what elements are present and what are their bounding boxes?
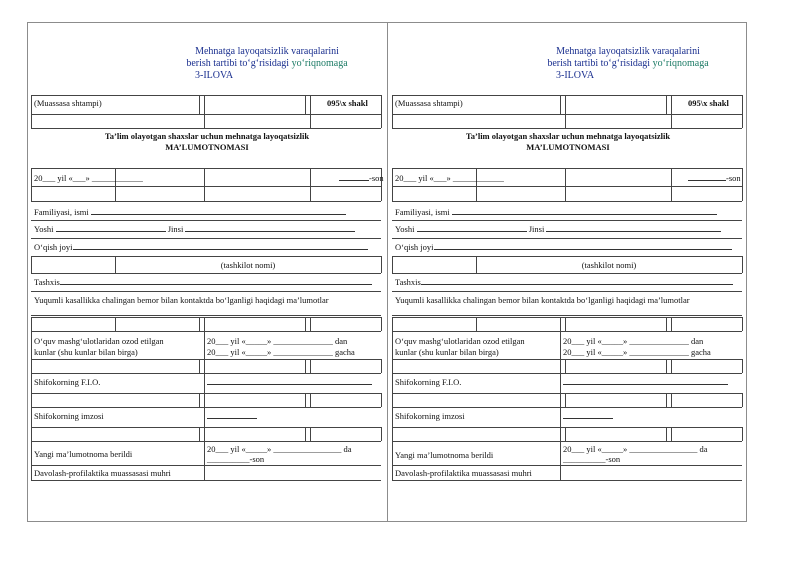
yangi-son: __________-son: [563, 454, 621, 464]
form-title1: Ta’lim olayotgan shaxslar uchun mehnatga layoqatsizlik: [104, 131, 310, 141]
ozod-line1: O‘quv mashg‘ulotlaridan ozod etilgan: [34, 336, 164, 346]
field-line: [34, 207, 346, 218]
table-rule: [381, 256, 382, 273]
yangi-son: __________-son: [207, 454, 265, 464]
table-rule: [31, 315, 381, 316]
table-rule: [31, 427, 381, 428]
field-line: [395, 242, 732, 253]
table-rule: [392, 359, 742, 360]
table-rule: [31, 95, 32, 114]
table-rule: [31, 317, 32, 331]
table-rule: [199, 95, 200, 114]
tashkilot-label: (tashkilot nomi): [220, 260, 276, 270]
table-rule: [31, 256, 32, 273]
table-rule: [392, 128, 742, 129]
table-rule: [392, 359, 393, 373]
header-line3: 3-ILOVA: [556, 70, 595, 81]
table-rule: [392, 427, 393, 441]
table-rule: [476, 317, 477, 331]
table-rule: [392, 465, 393, 480]
field-line: [563, 347, 711, 358]
table-rule: [392, 291, 742, 292]
date-line: 20___ yil «___» ____________: [34, 173, 143, 183]
table-rule: [31, 359, 32, 373]
table-rule: [392, 95, 742, 96]
table-rule: [392, 407, 393, 427]
table-rule: [392, 317, 393, 331]
yuqumli-label: Yuqumli kasallikka chalingan bemor bilan kontaktda bo‘lganligi haqidagi ma’lumotlar: [34, 295, 329, 305]
table-rule: [666, 317, 667, 331]
gacha-label: gacha: [690, 347, 711, 357]
table-rule: [31, 256, 381, 257]
table-rule: [204, 359, 205, 373]
table-rule: [31, 407, 32, 427]
table-rule: [392, 441, 742, 442]
table-rule: [310, 393, 311, 407]
table-rule: [742, 359, 743, 373]
table-rule: [31, 427, 32, 441]
table-rule: [31, 373, 381, 374]
field-line: [34, 242, 368, 253]
yangi-date: 20___ yil «_____» ________________: [563, 444, 698, 454]
table-rule: [310, 359, 311, 373]
table-rule: [204, 95, 205, 114]
table-rule: [204, 465, 205, 480]
table-rule: [31, 168, 32, 201]
form-title2: MA’LUMOTNOMASI: [526, 142, 610, 152]
table-rule: [305, 95, 306, 114]
table-rule: [31, 114, 381, 115]
dan-label: dan: [334, 336, 348, 346]
table-rule: [31, 393, 381, 394]
table-rule: [671, 359, 672, 373]
oqish-label: O‘qish joyi: [34, 242, 73, 252]
table-rule: [392, 114, 742, 115]
son-label: -son: [369, 173, 384, 183]
to-date: 20___ yil «_____» ______________: [563, 347, 689, 357]
table-rule: [742, 427, 743, 441]
jinsi-label: Jinsi: [528, 224, 545, 234]
jinsi-label: Jinsi: [167, 224, 184, 234]
form-right: [387, 22, 748, 522]
from-date: 20___ yil «_____» ______________: [563, 336, 689, 346]
table-rule: [392, 273, 742, 274]
da-label: da: [699, 444, 708, 454]
table-rule: [392, 393, 393, 407]
yoshi-label: Yoshi: [395, 224, 415, 234]
blank-fill-line: [563, 384, 728, 385]
table-rule: [31, 201, 381, 202]
familiya-label: Familiyasi, ismi: [395, 207, 450, 217]
header-line2a: berish tartibi to‘g‘risidagi: [186, 58, 290, 69]
blank-fill-line: [73, 249, 368, 250]
header-left: [177, 46, 357, 82]
table-rule: [392, 315, 742, 316]
field-line: [688, 173, 741, 184]
table-rule: [204, 373, 205, 393]
table-rule: [392, 480, 742, 481]
table-rule: [560, 393, 561, 407]
table-rule: [31, 480, 381, 481]
yangi-date: 20___ yil «_____» ________________: [207, 444, 342, 454]
field-line: [207, 347, 355, 358]
blank-fill-line: [546, 231, 721, 232]
table-rule: [392, 317, 742, 318]
field-line: [395, 277, 733, 288]
gacha-label: gacha: [334, 347, 355, 357]
table-rule: [115, 317, 116, 331]
table-rule: [666, 427, 667, 441]
table-rule: [31, 220, 381, 221]
table-rule: [560, 465, 561, 480]
table-rule: [381, 95, 382, 114]
table-rule: [31, 168, 381, 169]
da-label: da: [343, 444, 352, 454]
table-rule: [392, 407, 742, 408]
blank-fill-line: [91, 214, 346, 215]
dan-label: dan: [690, 336, 704, 346]
table-rule: [204, 407, 205, 427]
shakl-label: 095\x shakl: [327, 98, 368, 108]
from-date: 20___ yil «_____» ______________: [207, 336, 333, 346]
blank-fill-line: [452, 214, 717, 215]
blank-fill-line: [563, 418, 613, 419]
table-rule: [560, 427, 561, 441]
table-rule: [392, 373, 742, 374]
table-rule: [392, 331, 742, 332]
table-rule: [31, 291, 381, 292]
table-rule: [381, 114, 382, 128]
field-line: [34, 277, 372, 288]
field-line: [395, 224, 721, 235]
table-rule: [310, 114, 311, 128]
table-rule: [560, 441, 561, 465]
table-rule: [381, 393, 382, 407]
table-rule: [565, 359, 566, 373]
table-rule: [671, 427, 672, 441]
fio-label: Shifokorning F.I.O.: [395, 377, 462, 387]
ozod-line2: kunlar (shu kunlar bilan birga): [395, 347, 499, 357]
table-rule: [305, 393, 306, 407]
stamp-label: (Muassasa shtampi): [395, 98, 463, 108]
table-rule: [560, 359, 561, 373]
form-title1: Ta’lim olayotgan shaxslar uchun mehnatga layoqatsizlik: [465, 131, 671, 141]
blank-fill-line: [688, 180, 726, 181]
table-rule: [31, 238, 381, 239]
table-rule: [666, 95, 667, 114]
table-rule: [310, 427, 311, 441]
blank-fill-line: [185, 231, 355, 232]
table-rule: [31, 465, 32, 480]
field-line: [34, 224, 355, 235]
table-rule: [742, 317, 743, 331]
table-rule: [565, 114, 566, 128]
table-rule: [392, 427, 742, 428]
table-rule: [392, 256, 742, 257]
table-rule: [392, 393, 742, 394]
table-rule: [560, 407, 561, 427]
blank-fill-line: [60, 284, 372, 285]
header-line2b: yo‘riqnomaga: [291, 58, 348, 69]
imzo-label: Shifokorning imzosi: [34, 411, 104, 421]
table-rule: [666, 393, 667, 407]
table-rule: [305, 359, 306, 373]
header-line1: Mehnatga layoqatsizlik varaqalarini: [556, 46, 700, 57]
field-line: [563, 411, 613, 422]
muhr-label: Davolash-profilaktika muassasasi muhri: [34, 468, 171, 478]
table-rule: [392, 186, 742, 187]
table-rule: [560, 95, 561, 114]
table-rule: [31, 465, 381, 466]
date-line: 20___ yil «___» ____________: [395, 173, 504, 183]
table-rule: [381, 317, 382, 331]
shakl-label: 095\x shakl: [688, 98, 729, 108]
table-rule: [310, 317, 311, 331]
table-rule: [392, 373, 393, 393]
to-date: 20___ yil «_____» ______________: [207, 347, 333, 357]
blank-fill-line: [207, 384, 372, 385]
table-rule: [31, 273, 381, 274]
header-line2a: berish tartibi to‘g‘risidagi: [547, 58, 651, 69]
table-rule: [381, 427, 382, 441]
table-rule: [392, 168, 393, 201]
table-rule: [31, 331, 381, 332]
table-rule: [392, 238, 742, 239]
field-line: [207, 377, 372, 388]
table-rule: [204, 393, 205, 407]
form-title2: MA’LUMOTNOMASI: [165, 142, 249, 152]
table-rule: [565, 317, 566, 331]
table-rule: [671, 114, 672, 128]
blank-fill-line: [339, 180, 369, 181]
table-rule: [392, 201, 742, 202]
header-line3: 3-ILOVA: [195, 70, 234, 81]
header-line2b: yo‘riqnomaga: [652, 58, 709, 69]
table-rule: [305, 317, 306, 331]
table-rule: [204, 317, 205, 331]
yuqumli-label: Yuqumli kasallikka chalingan bemor bilan kontaktda bo‘lganligi haqidagi ma’lumotlar: [395, 295, 690, 305]
table-rule: [392, 331, 393, 359]
blank-fill-line: [207, 418, 257, 419]
form-left: [27, 22, 387, 522]
header-right: [538, 46, 718, 82]
table-rule: [199, 393, 200, 407]
table-rule: [310, 168, 311, 201]
table-rule: [742, 393, 743, 407]
table-rule: [392, 441, 393, 465]
table-rule: [742, 168, 743, 201]
table-rule: [199, 427, 200, 441]
blank-fill-line: [56, 231, 166, 232]
table-rule: [31, 359, 381, 360]
table-rule: [671, 317, 672, 331]
ozod-line2: kunlar (shu kunlar bilan birga): [34, 347, 138, 357]
blank-fill-line: [434, 249, 732, 250]
table-rule: [742, 256, 743, 273]
table-rule: [31, 114, 32, 128]
table-rule: [392, 256, 393, 273]
tashkilot-label: (tashkilot nomi): [581, 260, 637, 270]
table-rule: [392, 114, 393, 128]
table-rule: [204, 114, 205, 128]
table-rule: [565, 168, 566, 201]
table-rule: [31, 317, 381, 318]
table-rule: [671, 95, 672, 114]
field-line: [339, 173, 384, 184]
field-line: [207, 411, 257, 422]
field-line: [563, 336, 703, 347]
table-rule: [666, 359, 667, 373]
table-rule: [560, 331, 561, 359]
blank-fill-line: [421, 284, 733, 285]
table-rule: [204, 331, 205, 359]
table-rule: [204, 441, 205, 465]
fio-label: Shifokorning F.I.O.: [34, 377, 101, 387]
imzo-label: Shifokorning imzosi: [395, 411, 465, 421]
table-rule: [31, 393, 32, 407]
table-rule: [671, 168, 672, 201]
table-rule: [381, 359, 382, 373]
table-rule: [31, 441, 32, 465]
table-rule: [305, 427, 306, 441]
oqish-label: O‘qish joyi: [395, 242, 434, 252]
table-rule: [204, 427, 205, 441]
table-rule: [565, 95, 566, 114]
son-label: -son: [726, 173, 741, 183]
table-rule: [392, 465, 742, 466]
yangi-label: Yangi ma’lumotnoma berildi: [395, 450, 494, 460]
table-rule: [742, 95, 743, 114]
table-rule: [31, 441, 381, 442]
table-rule: [560, 373, 561, 393]
tashxis-label: Tashxis: [34, 277, 60, 287]
field-line: [563, 377, 728, 388]
table-rule: [31, 95, 381, 96]
table-rule: [31, 128, 381, 129]
muhr-label: Davolash-profilaktika muassasasi muhri: [395, 468, 532, 478]
table-rule: [199, 359, 200, 373]
table-rule: [31, 331, 32, 359]
table-rule: [560, 317, 561, 331]
field-line: [395, 207, 717, 218]
header-line1: Mehnatga layoqatsizlik varaqalarini: [195, 46, 339, 57]
table-rule: [31, 407, 381, 408]
table-rule: [742, 114, 743, 128]
table-rule: [31, 373, 32, 393]
table-rule: [392, 220, 742, 221]
ozod-line1: O‘quv mashg‘ulotlaridan ozod etilgan: [395, 336, 525, 346]
field-line: [207, 336, 347, 347]
table-rule: [310, 95, 311, 114]
table-rule: [392, 95, 393, 114]
blank-fill-line: [417, 231, 527, 232]
stamp-label: (Muassasa shtampi): [34, 98, 102, 108]
table-rule: [671, 393, 672, 407]
familiya-label: Familiyasi, ismi: [34, 207, 89, 217]
table-rule: [565, 393, 566, 407]
table-rule: [565, 427, 566, 441]
yangi-label: Yangi ma’lumotnoma berildi: [34, 449, 133, 459]
table-rule: [199, 317, 200, 331]
table-rule: [392, 168, 742, 169]
table-rule: [31, 186, 381, 187]
yoshi-label: Yoshi: [34, 224, 54, 234]
tashxis-label: Tashxis: [395, 277, 421, 287]
table-rule: [204, 168, 205, 201]
